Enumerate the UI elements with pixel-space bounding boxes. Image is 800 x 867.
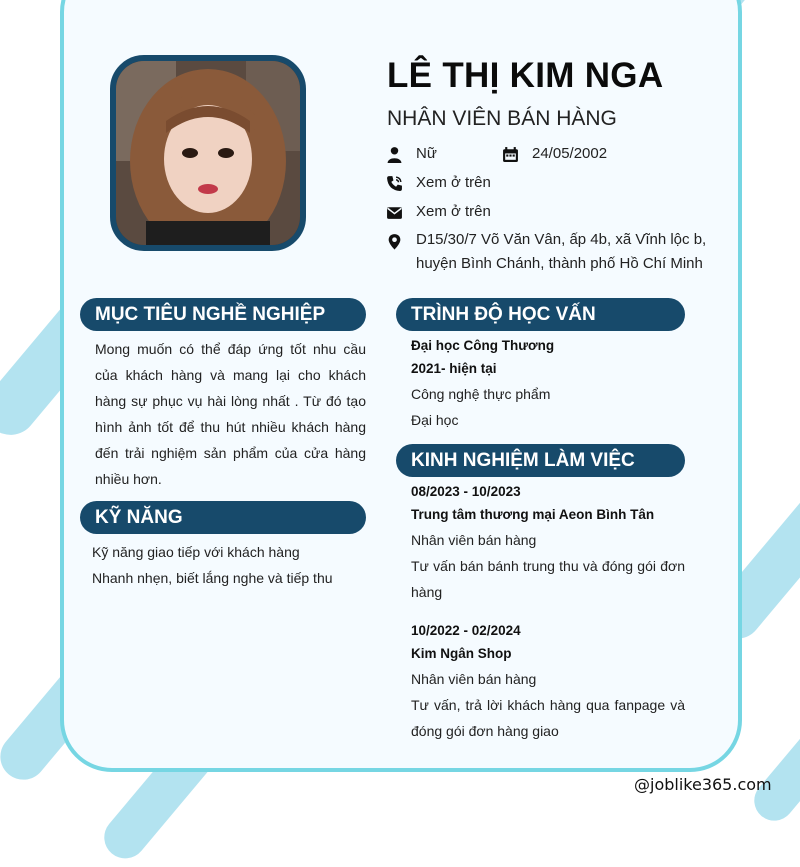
job-description: hàng <box>411 584 443 600</box>
objective-heading: MỤC TIÊU NGHỀ NGHIỆP <box>80 298 366 331</box>
gender-value: Nữ <box>416 145 437 162</box>
school-name: Đại học Công Thương <box>411 338 555 353</box>
education-period: 2021- hiện tại <box>411 361 497 376</box>
education-level: Đại học <box>411 412 459 428</box>
address-line-2: huyện Bình Chánh, thành phố Hồ Chí Minh <box>416 255 703 272</box>
experience-heading: KINH NGHIỆM LÀM VIỆC <box>396 444 685 477</box>
objective-text: Mong muốn có thể đáp ứng tốt nhu cầu của khách hàng và mang lại cho khách hàng sự phục vụ hài lòng nhất . Từ đó tạo hình ảnh tốt để thu hút nhiều khách hàng đến trải nghiệm sản phẩm của cửa hàng nhiều hơn. <box>95 341 366 487</box>
address-line-1: D15/30/7 Võ Văn Vân, ấp 4b, xã Vĩnh lộc b, <box>416 231 707 248</box>
portrait-image <box>116 61 300 245</box>
candidate-name: LÊ THỊ KIM NGA <box>387 56 664 95</box>
job-period: 08/2023 - 10/2023 <box>411 484 521 499</box>
job-company: Trung tâm thương mại Aeon Bình Tân <box>411 507 655 522</box>
email-row <box>386 203 491 221</box>
profile-photo <box>110 55 306 251</box>
watermark: @joblike365.com <box>634 775 772 794</box>
job-description: đóng gói đơn hàng giao <box>411 723 559 739</box>
calendar-icon <box>502 146 519 163</box>
person-icon <box>386 146 403 163</box>
location-pin-icon <box>386 233 403 250</box>
birthday-row <box>502 145 607 163</box>
job-position: Nhân viên bán hàng <box>411 532 537 548</box>
job-title: NHÂN VIÊN BÁN HÀNG <box>387 107 617 130</box>
job-period: 10/2022 - 02/2024 <box>411 623 521 638</box>
skill-item: Nhanh nhẹn, biết lắng nghe và tiếp thu <box>92 570 333 586</box>
education-heading: TRÌNH ĐỘ HỌC VẤN <box>396 298 685 331</box>
address-row <box>386 232 706 276</box>
job-description: Tư vấn bán bánh trung thu và đóng gói đơn <box>411 558 685 574</box>
envelope-icon <box>386 204 403 221</box>
decor-bar <box>746 711 800 829</box>
job-description: Tư vấn, trả lời khách hàng qua fanpage và <box>411 697 685 713</box>
email-value: Xem ở trên <box>416 203 491 220</box>
phone-row <box>386 174 491 192</box>
phone-value: Xem ở trên <box>416 174 491 191</box>
job-company: Kim Ngân Shop <box>411 646 512 661</box>
skill-item: Kỹ năng giao tiếp với khách hàng <box>92 544 300 560</box>
education-major: Công nghệ thực phẩm <box>411 386 551 402</box>
gender-row <box>386 145 437 163</box>
birthday-value: 24/05/2002 <box>532 145 608 162</box>
job-position: Nhân viên bán hàng <box>411 671 537 687</box>
skills-heading: KỸ NĂNG <box>80 501 366 534</box>
phone-icon <box>386 175 403 192</box>
